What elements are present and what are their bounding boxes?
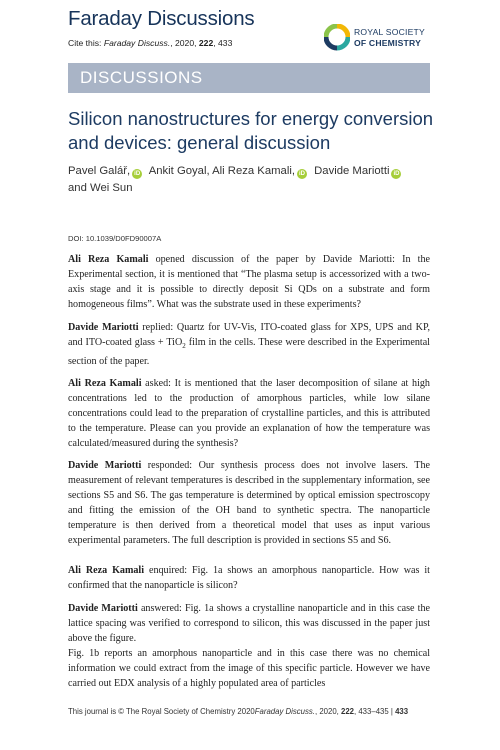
subscript: 2 xyxy=(182,342,186,351)
author-list xyxy=(68,163,428,197)
author-1: Pavel Galář, xyxy=(68,165,131,177)
cite-page: , 433 xyxy=(213,38,233,48)
paragraph-text-cont: film in the cells. These were described in the Experimental section of the paper. xyxy=(68,337,430,368)
footer-pages: , 433–435 xyxy=(354,707,389,716)
author-3: Davide Mariotti xyxy=(314,165,390,177)
paragraph-text: responded: Our synthesis process does not involve lasers. The measurement of relevant temperatures is described in the supplementary information, see sections S5 and S6. The gas temperature is determined by optical emission spectroscopy and fitting the emission of the OH band to synthetic spectra. The nanoparticle temperature is then derived from a theoretical model that uses as input various experimental parameters. The full description is provided in sections S5 and S6. xyxy=(68,460,430,546)
paragraph-1 xyxy=(68,252,430,312)
footer-separator: | xyxy=(388,707,396,716)
rsc-emblem-icon xyxy=(324,24,350,52)
section-banner xyxy=(68,63,430,93)
cite-line xyxy=(68,38,232,48)
paragraph-4 xyxy=(68,458,430,548)
speaker-name: Ali Reza Kamali xyxy=(68,378,142,389)
cite-year: , 2020, xyxy=(170,38,199,48)
cite-volume: 222 xyxy=(198,38,214,48)
article-title: Silicon nanostructures for energy conversion and devices: general discussion xyxy=(68,108,434,153)
paragraph-5 xyxy=(68,563,430,593)
publisher-logo xyxy=(324,24,436,52)
author-4: and Wei Sun xyxy=(68,182,133,194)
section-label: DISCUSSIONS xyxy=(80,68,203,87)
author-2: Ankit Goyal, Ali Reza Kamali, xyxy=(148,165,295,177)
speaker-name: Davide Mariotti xyxy=(68,603,138,614)
paragraph-3 xyxy=(68,376,430,451)
paragraph-text: asked: It is mentioned that the laser decomposition of silane at high concentrations led to the production of amorphous particles, while low silane concentrations could lead to the preparation of crystalline particles, and this is attributed to the temperature. Please can you provide an explanation of how the temperature was calculated/measured during the synthesis? xyxy=(68,378,430,449)
page-footer xyxy=(68,707,430,716)
speaker-name: Ali Reza Kamali xyxy=(68,565,145,576)
journal-name: Faraday Discussions xyxy=(68,7,255,30)
paragraph-text: replied: Quartz for UV-Vis, ITO-coated glass for XPS, UPS and KP, and ITO-coated glass + TiO xyxy=(68,322,430,348)
speaker-name: Davide Mariotti xyxy=(68,322,139,333)
page-number: 433 xyxy=(395,707,409,716)
speaker-name: Davide Mariotti xyxy=(68,460,142,471)
footer-volume: 222 xyxy=(341,707,355,716)
paragraph-text: Fig. 1b reports an amorphous nanoparticle and in this case there was no chemical information we could extract from the image of this specific particle. However we have carried out EDX analysis of a highly populated area of particles xyxy=(68,648,430,689)
cite-prefix: Cite this: xyxy=(68,38,104,48)
publisher-name-line1: ROYAL SOCIETY xyxy=(354,27,425,37)
orcid-icon[interactable]: iD xyxy=(298,171,305,177)
speaker-name: Ali Reza Kamali xyxy=(68,254,149,265)
footer-copyright: This journal is © The Royal Society of Chemistry 2020 xyxy=(68,707,255,716)
publisher-name-line2: OF CHEMISTRY xyxy=(354,38,422,48)
footer-year: , 2020, xyxy=(314,707,341,716)
paragraph-6 xyxy=(68,601,430,646)
paragraph-7 xyxy=(68,646,430,691)
paragraph-text: opened discussion of the paper by Davide Mariotti: In the Experimental section, it is mentioned that “The plasma setup is accessorized with a two-axis stage and it is possible to directly deposit Si QDs on a substrate and form homogeneous films”. What was the substrate used in these experiments? xyxy=(68,254,430,310)
paragraph-text: enquired: Fig. 1a shows an amorphous nanoparticle. How was it confirmed that the nanoparticle is silicon? xyxy=(68,565,430,591)
doi[interactable]: DOI: 10.1039/D0FD90007A xyxy=(68,234,162,243)
paragraph-text: answered: Fig. 1a shows a crystalline nanoparticle and in this case the lattice spacing was verified to correspond to silicon, this was discussed in the paper just above the figure. xyxy=(68,603,430,644)
cite-journal: Faraday Discuss. xyxy=(103,38,171,48)
orcid-icon[interactable]: iD xyxy=(134,171,141,177)
paragraph-2 xyxy=(68,320,430,369)
footer-journal: Faraday Discuss. xyxy=(254,707,315,716)
orcid-icon[interactable]: iD xyxy=(393,171,400,177)
